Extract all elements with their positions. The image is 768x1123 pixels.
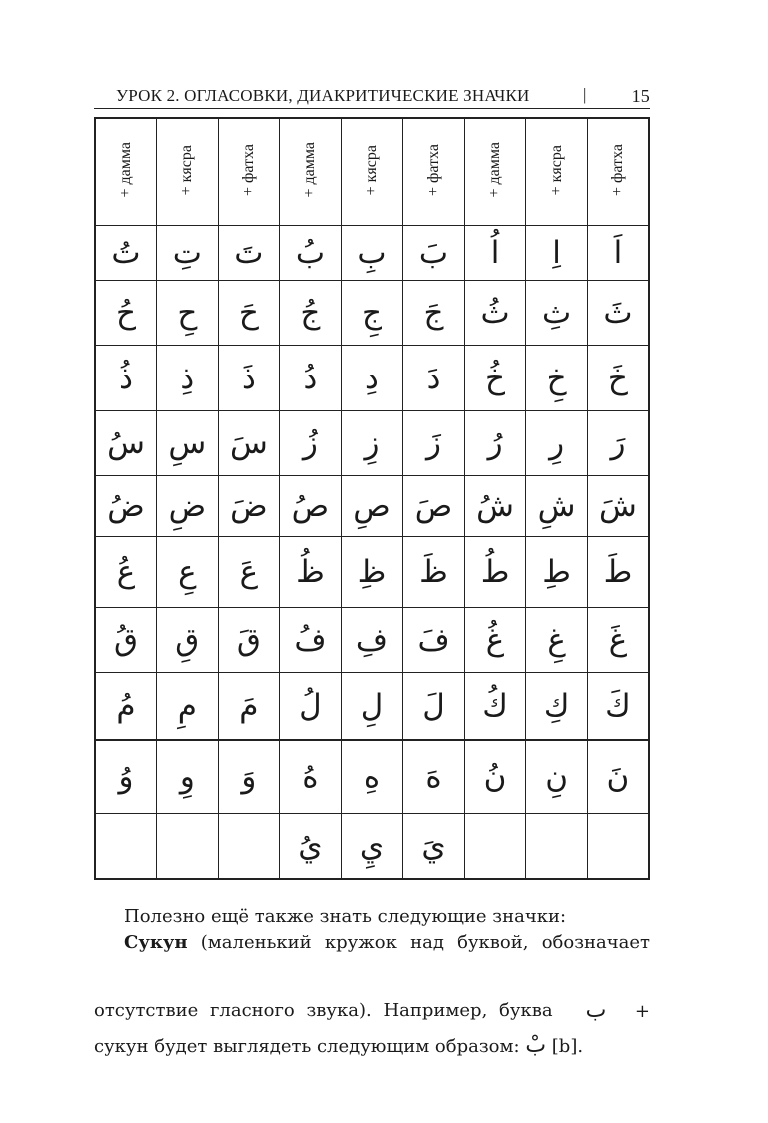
- table-cell: لِ: [341, 673, 403, 741]
- table-cell: جَ: [403, 281, 465, 346]
- arabic-letter-ba-sukun: بْ: [525, 1033, 547, 1058]
- table-cell: جِ: [341, 281, 403, 346]
- table-cell: ظَ: [403, 537, 465, 608]
- table-cell: رِ: [526, 411, 588, 476]
- table-cell: ضَ: [218, 476, 280, 537]
- vowel-marks-table: [94, 117, 650, 880]
- table-cell: عَ: [218, 537, 280, 608]
- running-header: [94, 86, 650, 109]
- table-cell: يَ: [403, 814, 465, 880]
- paragraph-example: [94, 994, 650, 1064]
- column-header: [280, 118, 342, 226]
- table-cell: [526, 814, 588, 880]
- table-cell: رَ: [587, 411, 649, 476]
- column-header-label: + кясра: [362, 144, 380, 196]
- header-separator: |: [583, 85, 587, 104]
- table-row: [95, 814, 649, 880]
- table-cell: خِ: [526, 346, 588, 411]
- table-cell: زُ: [280, 411, 342, 476]
- table-cell: وُ: [95, 740, 157, 814]
- table-cell: غَ: [587, 608, 649, 673]
- table-row: [95, 608, 649, 673]
- table-cell: بَ: [403, 226, 465, 281]
- column-header-label: + дамма: [301, 142, 319, 198]
- paragraph-intro: Полезно ещё также знать следующие значки:: [124, 906, 567, 927]
- table-cell: ذَ: [218, 346, 280, 411]
- table-cell: حُ: [95, 281, 157, 346]
- table-cell: خَ: [587, 346, 649, 411]
- table-cell: شَ: [587, 476, 649, 537]
- table-cell: سُ: [95, 411, 157, 476]
- table-cell: نُ: [464, 740, 526, 814]
- column-header-label: + фатха: [239, 144, 257, 196]
- table-cell: قَ: [218, 608, 280, 673]
- table-row: [95, 476, 649, 537]
- table-cell: طُ: [464, 537, 526, 608]
- table-cell: صُ: [280, 476, 342, 537]
- table-cell: دِ: [341, 346, 403, 411]
- column-header-label: + дамма: [486, 142, 504, 198]
- table-cell: ضُ: [95, 476, 157, 537]
- table-cell: [587, 814, 649, 880]
- table-header-row: [95, 118, 649, 226]
- table-cell: سِ: [157, 411, 219, 476]
- column-header: [218, 118, 280, 226]
- column-header: [526, 118, 588, 226]
- table-cell: زَ: [403, 411, 465, 476]
- table-cell: اَ: [587, 226, 649, 281]
- table-cell: قُ: [95, 608, 157, 673]
- arabic-letter-ba: ب: [585, 998, 607, 1023]
- table-row: [95, 411, 649, 476]
- table-cell: مَ: [218, 673, 280, 741]
- column-header: [403, 118, 465, 226]
- table-row: [95, 281, 649, 346]
- transliteration: [b].: [551, 1036, 584, 1057]
- example-text-1: отсутствие гласного звука). Например, буква: [94, 1000, 553, 1021]
- table-cell: ثَ: [587, 281, 649, 346]
- chapter-title: УРОК 2. ОГЛАСОВКИ, ДИАКРИТИЧЕСКИЕ ЗНАЧКИ: [116, 86, 530, 105]
- table-cell: غُ: [464, 608, 526, 673]
- table-row: [95, 673, 649, 741]
- table-cell: عِ: [157, 537, 219, 608]
- table-cell: اِ: [526, 226, 588, 281]
- table-cell: يِ: [341, 814, 403, 880]
- table-cell: [464, 814, 526, 880]
- table-cell: دُ: [280, 346, 342, 411]
- table-cell: شُ: [464, 476, 526, 537]
- table-cell: هِ: [341, 740, 403, 814]
- sukun-description: (маленький кружок над буквой, обозначает: [187, 932, 650, 953]
- column-header-label: + кясра: [547, 144, 565, 196]
- table-cell: عُ: [95, 537, 157, 608]
- table-cell: قِ: [157, 608, 219, 673]
- table-cell: كَ: [587, 673, 649, 741]
- table-cell: طِ: [526, 537, 588, 608]
- column-header: [341, 118, 403, 226]
- table-cell: بِ: [341, 226, 403, 281]
- page-number: 15: [631, 86, 650, 106]
- table-cell: يُ: [280, 814, 342, 880]
- table-cell: نِ: [526, 740, 588, 814]
- table-cell: صِ: [341, 476, 403, 537]
- table-row: [95, 537, 649, 608]
- table-cell: هَ: [403, 740, 465, 814]
- table-cell: حِ: [157, 281, 219, 346]
- table-cell: شِ: [526, 476, 588, 537]
- table-cell: فَ: [403, 608, 465, 673]
- example-line-2: [94, 1029, 650, 1064]
- table-cell: طَ: [587, 537, 649, 608]
- table-cell: ظِ: [341, 537, 403, 608]
- table-cell: فُ: [280, 608, 342, 673]
- table-cell: زِ: [341, 411, 403, 476]
- table-cell: [157, 814, 219, 880]
- column-header-label: + фатха: [608, 144, 626, 196]
- table-cell: ضِ: [157, 476, 219, 537]
- table-row: [95, 346, 649, 411]
- table-row: [95, 740, 649, 814]
- example-text-2: сукун будет выглядеть следующим образом:: [94, 1036, 520, 1057]
- table-cell: ذُ: [95, 346, 157, 411]
- example-letter-group: [586, 994, 650, 1029]
- table-cell: ظُ: [280, 537, 342, 608]
- term-sukun: Сукун: [124, 932, 188, 953]
- table-cell: سَ: [218, 411, 280, 476]
- table-cell: فِ: [341, 608, 403, 673]
- table-cell: ثُ: [464, 281, 526, 346]
- table-cell: وِ: [157, 740, 219, 814]
- table-cell: ذِ: [157, 346, 219, 411]
- table-cell: دَ: [403, 346, 465, 411]
- table-cell: تَ: [218, 226, 280, 281]
- table-cell: كِ: [526, 673, 588, 741]
- column-header-label: + дамма: [117, 142, 135, 198]
- table-cell: ثِ: [526, 281, 588, 346]
- plus-sign: +: [634, 1001, 650, 1022]
- table-cell: خُ: [464, 346, 526, 411]
- example-line-1: [94, 994, 650, 1029]
- column-header-label: + фатха: [424, 144, 442, 196]
- table-cell: مِ: [157, 673, 219, 741]
- table-cell: وَ: [218, 740, 280, 814]
- table-cell: [95, 814, 157, 880]
- table-cell: نَ: [587, 740, 649, 814]
- table-cell: لُ: [280, 673, 342, 741]
- column-header: [464, 118, 526, 226]
- column-header: [95, 118, 157, 226]
- table-cell: كُ: [464, 673, 526, 741]
- column-header-label: + кясра: [178, 144, 196, 196]
- table-cell: تِ: [157, 226, 219, 281]
- column-header: [157, 118, 219, 226]
- table-cell: تُ: [95, 226, 157, 281]
- table-cell: هُ: [280, 740, 342, 814]
- table-cell: جُ: [280, 281, 342, 346]
- table-cell: غِ: [526, 608, 588, 673]
- table-cell: حَ: [218, 281, 280, 346]
- table-cell: [218, 814, 280, 880]
- table-cell: بُ: [280, 226, 342, 281]
- table-cell: رُ: [464, 411, 526, 476]
- table-cell: اُ: [464, 226, 526, 281]
- column-header: [587, 118, 649, 226]
- table-cell: لَ: [403, 673, 465, 741]
- table-cell: مُ: [95, 673, 157, 741]
- table-row: [95, 226, 649, 281]
- table-cell: صَ: [403, 476, 465, 537]
- paragraph-sukun: [94, 926, 650, 960]
